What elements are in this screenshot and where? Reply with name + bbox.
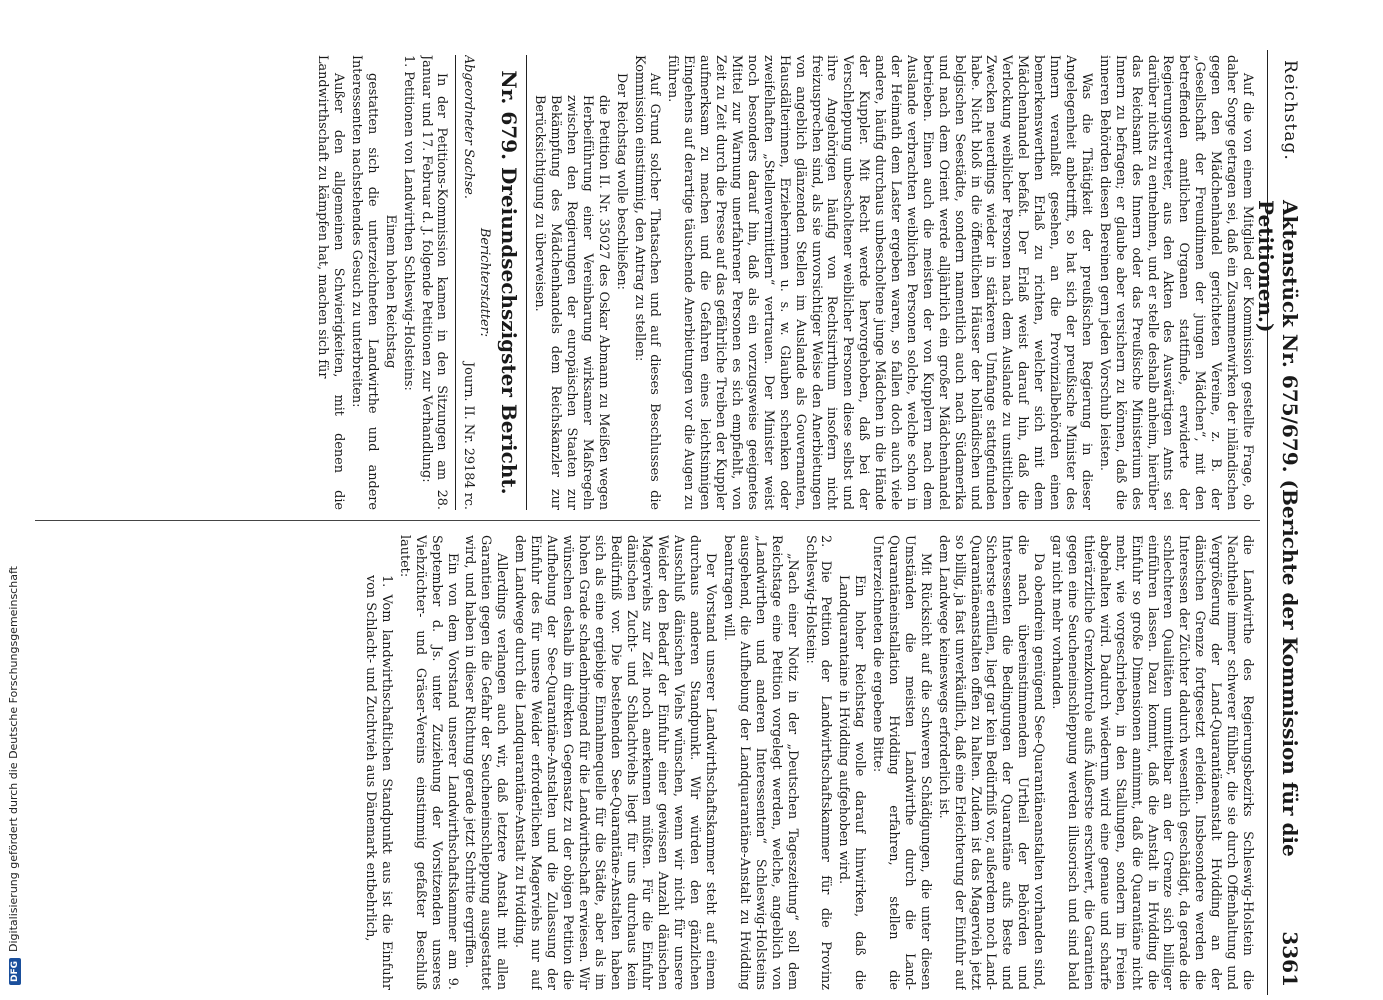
reporter-label: Berichterstatter: <box>477 227 493 338</box>
document-page <box>30 50 1310 995</box>
paragraph: Ein von dem Vorstand unserer Landwirthschaftskammer am 9. September d. Js. unter Zuziehung der Vorsitzenden unseres Viehzüchter- und Gräser-Vereins einstimmig gefaßter Beschluß lautet: <box>396 535 460 990</box>
petition-request: Ein hoher Reichstag wolle darauf hinwirken, daß die Landquarantaine in Hvidding aufgehoben wird. <box>836 575 868 990</box>
right-column <box>40 535 1255 990</box>
paragraph: Außer den allgemeinen Schwierigkeiten, mit denen die Landwirthschaft zu kämpfen hat, machen sich für <box>315 55 347 510</box>
dfg-logo-icon: DFG <box>9 958 21 985</box>
paragraph: „Nach einer Notiz in der „Deutschen Tageszeitung“ soll dem Reichstage eine Petition vorgelegt werden, welche, angeblich von „Landwirthen und anderen Interessenten“ Schleswig-Holsteins ausgehend, die Aufhebung der Landquarantäne-Anstalt zu Hvidding beantragen will. <box>721 535 800 990</box>
page-header <box>1254 50 1310 995</box>
paragraph: Allerdings verlangen auch wir, daß letztere Anstalt mit allen Garantien gegen die Gefahr der Seucheneinschleppung ausgestattet wird, und haben in dieser Richtung gerade jetzt Schritte ergriffen. <box>462 535 510 990</box>
column-divider <box>35 520 1260 521</box>
footer-strip <box>2 0 28 1000</box>
reporter-name: Abgeordneter Sachse. <box>461 55 477 199</box>
header-title: Aktenstück Nr. 675/679. (Berichte der Kommission für die Petitionen.) <box>1254 200 1302 857</box>
paragraph: Was die Thätigkeit der preußischen Regierung in dieser Angelegenheit anbetrifft, so hat sich der preußische Minister des Innern veranlaßt gesehen, an die Provinzialbehörden einen bemerkenswerthen Erlaß zu richten, welcher sich mit dem Mädchenhandel befaßt. Der Erlaß weist darauf hin, daß die Verlockung weiblicher Personen nach dem Auslande zu unsittlichen Zwecken neuerdings wieder in stärkerem Umfange stattgefunden habe. Nicht bloß in die öffentlichen Häuser der holländischen und belgischen Seestädte, sondern namentlich auch nach Südamerika und nach dem Orient werde alljährlich ein großer Mädchenhandel betrieben. Einen auch die meisten der von Kupplern nach dem Auslande verbrachten weiblichen Personen solche, welche schon in der Heimath dem Laster ergeben waren, so fallen doch auch viele andere, häufig durchaus unbescholtene junge Mädchen in die Hände der Kuppler. Mit Recht werde hervorgehoben, daß bei der Verschleppung unbescholtener weiblicher Personen diese selbst und ihre Angehörigen häufig von Rechtsirrthum insofern nicht freizusprechen sind, als sie unvorsichtiger Weise den Anerbietungen von angeblich glänzenden Stellen im Auslande als Gouvernanten, Hausdälterinnen, Erzieherinnen u. s. w. Glauben schenken oder zweifelhaften „Stellenvermittlern“ vertrauen. Der Minister weist noch besonders darauf hin, daß als ein vorzugsweise geeignetes Mittel zur Warnung unerfahrener Personen es sich empfiehlt, von Zeit zu Zeit durch die Presse auf das gefährliche Treiben der Kuppler aufmerksam zu machen und die Gefahren eines leichtsinnigen Eingehens auf derartige täuschende Anerbietungen vor die Augen zu führen. <box>665 55 1094 510</box>
paragraph: In der Petitions-Kommission kamen in den Sitzungen am 28. Januar und 17. Februar d. J. folgende Petitionen zur Verhandlung: <box>418 55 450 510</box>
paragraph: Der Reichstag wolle beschließen: <box>613 73 629 290</box>
section-title: Nr. 679. Dreiundsechszigster Bericht. <box>497 70 522 495</box>
salutation: Einem hohen Reichstag <box>382 214 398 369</box>
journal-reference: Journ. II. Nr. 29184 rc. <box>461 362 477 510</box>
left-column <box>40 55 1255 510</box>
footer-credit <box>7 0 25 985</box>
paragraph: Auf die von einem Mitglied der Kommission gestellte Frage, ob daher Sorge getragen sei, daß ein Zusammenwirken der inländischen gegen den Mädchenhandel gerichteten Vereine, z. B. der „Gesellschaft der Freundinnen der jungen Mädchen“, mit den betreffenden amtlichen Organen stattfinde, erwiderte der Regierungsvertreter, aus den Akten des Auswärtigen Amts sei darüber nichts zu entnehmen, und er stelle deshalb anheim, hierüber das Reichsamt des Innern oder das Preußische Ministerium des Innern zu befragen; er glaube aber versichern zu können, daß die inneren Behörden diesen Bereinen gern jeden Vorschub leisten. <box>1096 55 1255 510</box>
paragraph: Der Vorstand unserer Landwirthschaftskammer steht auf einem durchaus anderen Standpunkt. Wir würden den gänzlichen Ausschluß dänischen Viehs wünschen, wenn wir nicht für unsere Weider den Bedarf der Einfuhr einer gewissen Anzahl dänischen Magerviehs zur Zeit noch anerkennen müßten. Für die Einfuhr dänischen Zucht- und Schlachtviehs liegt für uns durchaus kein Bedürfniß vor. Die bestehenden See-Quarantäne-Anstalten haben sich als eine ergiebige Einnahmequelle für die Städte, aber als im hohen Grade schadenbringend für die Landwirthschaft erwiesen. Wir wünschen deshalb im direkten Gegensatz zu der obigen Petition die Aufhebung der See-Quarantäne-Anstalten und die Zulassung der Einfuhr des für unsere Weider erforderlichen Magerviehs nur auf dem Landwege durch die Landquarantäne-Anstalt zu Hvidding. <box>512 535 719 990</box>
paragraph: Mit Rücksicht auf die schweren Schädigungen, die unter diesen Umständen die meisten Landwirthe durch die Land-Quarantäneinstallation Hvidding erfahren, stellen die Unterzeichneten die ergebene Bitte: <box>870 535 933 990</box>
page-number: 3361 <box>1278 931 1302 987</box>
list-item: 2. Die Petition der Landwirthschaftskammer für die Provinz Schleswig-Holstein: <box>802 535 834 990</box>
resolution-text: die Petition II. Nr. 35027 des Oskar Abmann zu Meißen wegen Herbeiführung einer Vereinbarung wirksamer Maßregeln zwischen den Regierungen der europäischen Staaten zur Bekämpfung des Mädchenhandels dem Reichskanzler zur Berücksichtigung zu überweisen. <box>532 95 611 510</box>
section-rule <box>456 55 457 510</box>
list-item: 1. Vom landwirthschaftlichen Standpunkt aus ist die Einfuhr von Schlacht- und Zuchtvieh aus Dänemark entbehrlich, <box>363 575 394 990</box>
footer-text: Digitalisierung gefördert durch die Deutsche Forschungsgemeinschaft <box>7 566 20 952</box>
paragraph: Auf Grund solcher Thatsachen und auf dieses Beschlusses die Kommission einstimmig, den Antrag zu stellen: <box>631 55 663 510</box>
reporter-line <box>461 55 477 510</box>
paragraph: Da obendrein genügend See-Quarantäneanstalten vorhanden sind, die nach übereinstimmendem Urtheil der Behörden und Interessenten die Bedingungen der Quarantäne aufs Beste und Sicherste erfüllen, liegt gar kein Bedürfniß vor, außerdem noch Land-Quarantäneanstalten offen zu halten. Zudem ist das Magervieh jetzt so billig, ja fast unverkäuflich, daß eine Erleichterung der Einfuhr auf dem Landwege keineswegs erforderlich ist. <box>935 535 1047 990</box>
paragraph: die Landwirthe des Regierungsbezirks Schleswig-Holstein die Nachtheile immer schwerer fühlbar, die sie durch Offenhaltung und Vergrößerung der Land-Quarantäneanstalt Hvidding an der dänischen Grenze fortgesetzt erleiden. Insbesondere werden die Interessen der Züchter dadurch wesentlich geschädigt, da gerade die schlechteren Qualitäten unmittelbar an der Grenze sich billiger einführen lassen. Dazu kommt, daß die Anstalt in Hvidding die Einfuhr so große Dimensionen annimmt, daß die Quarantäne nicht mehr, wie vorgeschrieben, in den Stallungen, sondern im Freien abgehalten wird. Dadurch wiederum wird eine genaue und scharfe thierärztliche Grenzkontrole aufs Äußerste erschwert, die Garantien gegen eine Seucheneinschleppung werden illusorisch und sind bald gar nicht mehr vorhanden. <box>1049 535 1255 990</box>
list-item: 1. Petitionen von Landwirthen Schleswig-Holsteins: <box>400 55 416 391</box>
section-rule <box>526 55 527 510</box>
paragraph: gestatten sich die unterzeichneten Landwirthe und andere Interessenten nachstehendes Gesuch zu unterbreiten: <box>348 55 380 510</box>
header-left: Reichstag. <box>1280 60 1300 161</box>
